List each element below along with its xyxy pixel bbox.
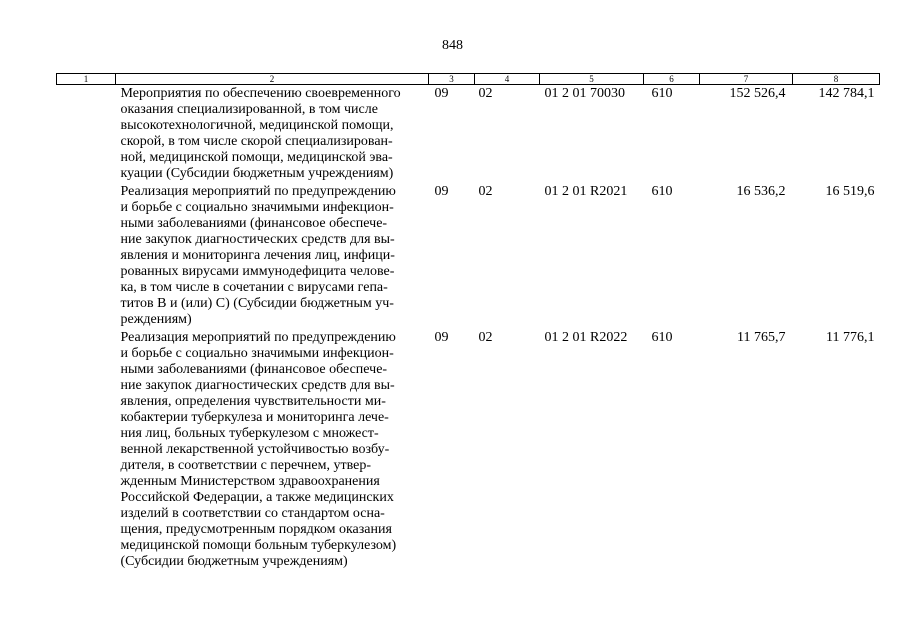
table-row (57, 329, 880, 571)
row-amount-1: 152 526,4 (729, 86, 786, 101)
column-number-header-row (57, 74, 880, 85)
row-amount-2: 16 519,6 (825, 184, 875, 199)
column-header-3: 3 (429, 74, 475, 85)
row-subsection: 02 (478, 86, 493, 101)
row-empty-cell (57, 329, 116, 571)
column-header-2: 2 (116, 74, 429, 85)
row-empty-cell (57, 183, 116, 329)
row-amount-2: 11 776,1 (826, 330, 875, 345)
column-header-4: 4 (475, 74, 540, 85)
row-section: 09 (434, 184, 449, 199)
row-subsection: 02 (478, 184, 493, 199)
row-description (116, 85, 429, 184)
row-section: 09 (434, 330, 449, 345)
row-target-article: 01 2 01 R2022 (544, 330, 628, 345)
row-target-article: 01 2 01 R2021 (544, 184, 628, 199)
row-section: 09 (434, 86, 449, 101)
column-header-8: 8 (793, 74, 880, 85)
row-expense-type: 610 (651, 330, 673, 345)
description-text: Реализация мероприятий по предупреждению и борьбе с социально значимыми инфекцион- ными заболеваниями (финансовое обеспече- ние закупок диагностических средств для вы- явления и мониторинга лечения лиц, инфици- рованных вирусами иммунодефицита челове- ка, в том числе в сочетании с вирусами гепа- титов В и (или) С) (Субсидии бюджетным уч- реждениям) (120, 184, 396, 327)
column-header-5: 5 (540, 74, 644, 85)
description-text: Мероприятия по обеспечению своевременного оказания специализированной, в том числе высокотехнологичной, медицинской помощи, скорой, в том числе скорой специализирован- ной, медицинской помощи, медицинской эва- куации (Субсидии бюджетным учреждениям) (120, 86, 401, 181)
budget-table (56, 73, 880, 571)
row-amount-1: 16 536,2 (736, 184, 786, 199)
column-header-7: 7 (700, 74, 793, 85)
row-description (116, 329, 429, 571)
row-empty-cell (57, 85, 116, 184)
row-amount-2: 142 784,1 (818, 86, 875, 101)
table-row (57, 85, 880, 184)
page-number: 848 (442, 38, 463, 53)
table-row (57, 183, 880, 329)
description-text: Реализация мероприятий по предупреждению и борьбе с социально значимыми инфекцион- ными заболеваниями (финансовое обеспече- ние закупок диагностических средств для вы- явления, определения чувствительности ми- кобактерии туберкулеза и мониторинга лече- ния лиц, больных туберкулезом с множест- венной лекарственной устойчивостью возбу- дителя, в соответствии с перечнем, утвер- жденным Министерством здравоохранения Российской Федерации, а также медицинских изделий в соответствии со стандартом осна- щения, предусмотренным порядком оказания медицинской помощи больным туберкулезом) (Субсидии бюджетным учреждениям) (120, 330, 397, 569)
row-expense-type: 610 (651, 184, 673, 199)
row-amount-1: 11 765,7 (737, 330, 786, 345)
row-target-article: 01 2 01 70030 (544, 86, 625, 101)
row-expense-type: 610 (651, 86, 673, 101)
row-description (116, 183, 429, 329)
column-header-6: 6 (644, 74, 700, 85)
column-header-1: 1 (57, 74, 116, 85)
row-subsection: 02 (478, 330, 493, 345)
